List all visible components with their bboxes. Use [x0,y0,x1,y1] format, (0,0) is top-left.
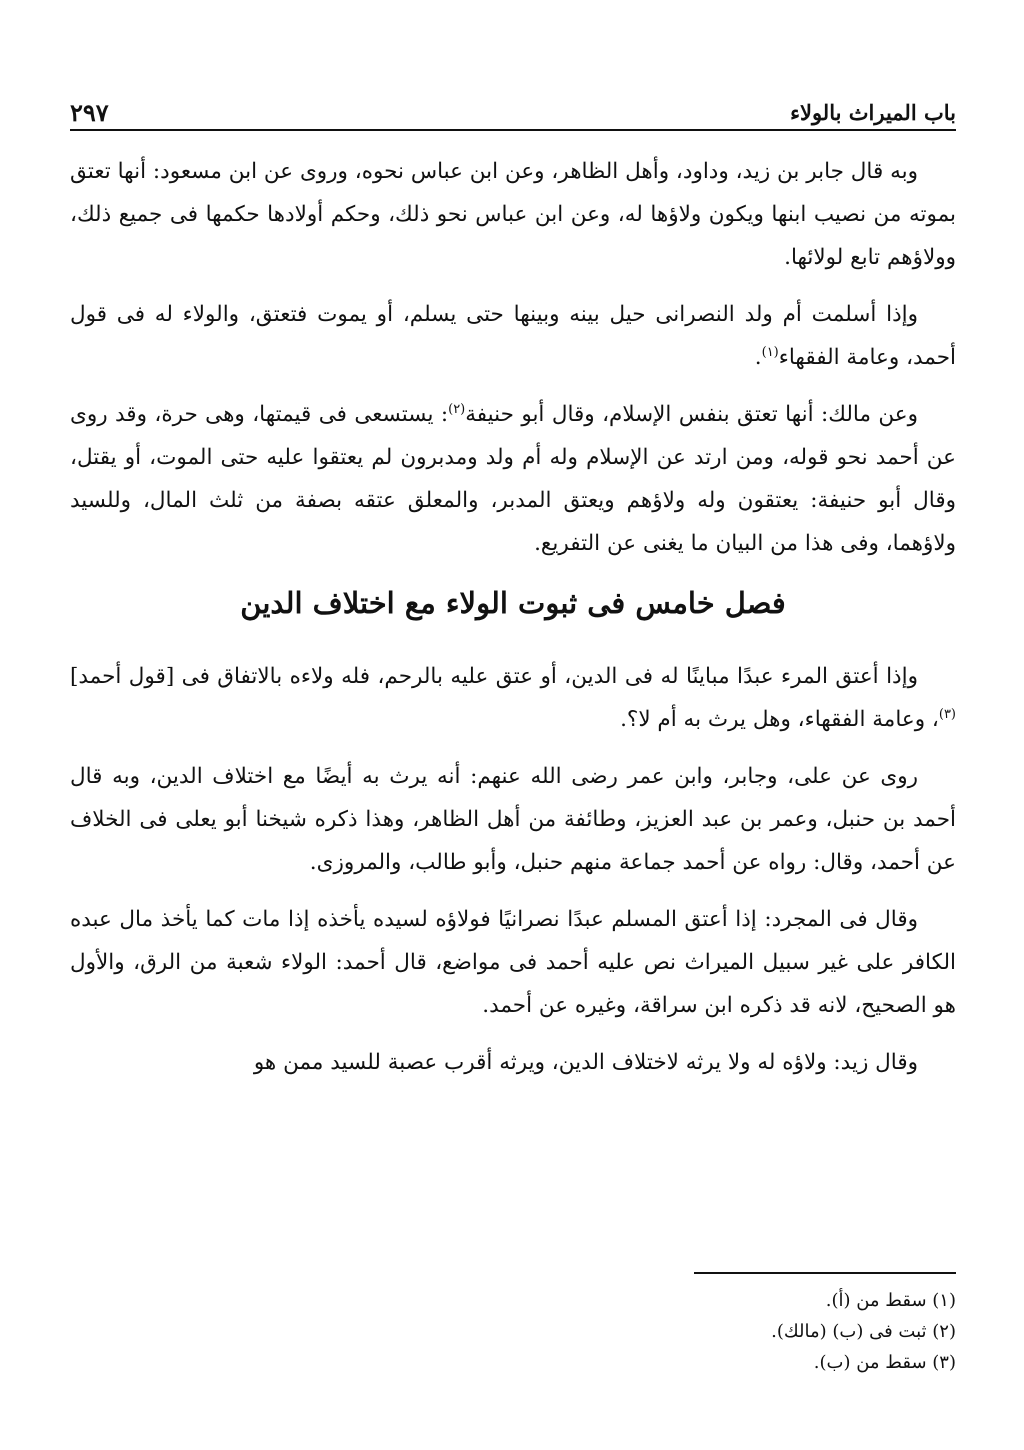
paragraph-6: وقال فى المجرد: إذا أعتق المسلم عبدًا نصرانيًا فولاؤه لسيده يأخذه إذا مات كما يأخذ مال عبده الكافر على غير سبيل الميراث نص عليه أحمد فى مواضع، قال أحمد: الولاء شعبة من الرق، والأول هو الصحيح، لانه قد ذكره ابن سراقة، وغيره عن أحمد. [70,907,956,1018]
paragraph-7: وقال زيد: ولاؤه له ولا يرثه لاختلاف الدين، ويرثه أقرب عصبة للسيد ممن هو [253,1050,918,1075]
paragraph-1: وبه قال جابر بن زيد، وداود، وأهل الظاهر، وعن ابن عباس نحوه، وروى عن ابن مسعود: أنها تعتق بموته من نصيب ابنها ويكون ولاؤها له، وعن ابن عباس نحو ذلك، وحكم أولادها حكمها فى جميع ذلك، وولاؤهم تابع لولائها. [70,159,956,270]
paragraph-2-end: . [754,345,762,370]
section-heading: فصل خامس فى ثبوت الولاء مع اختلاف الدين [240,586,786,620]
paragraph-2-text: وإذا أسلمت أم ولد النصرانى حيل بينه وبينها حتى يسلم، أو يموت فتعتق، والولاء له فى قول أحمد، وعامة الفقهاء [70,302,956,370]
main-text [70,150,956,1098]
paragraph-3-text: وعن مالك: أنها تعتق بنفس الإسلام، وقال أبو حنيفة [465,402,918,427]
paragraph-5: روى عن على، وجابر، وابن عمر رضى الله عنهم: أنه يرث به أيضًا مع اختلاف الدين، وبه قال أحمد بن حنبل، وعمر بن عبد العزيز، وطائفة من أهل الظاهر، وهذا ذكره شيخنا أبو يعلى فى الخلاف عن أحمد، وقال: رواه عن أحمد جماعة منهم حنبل، وأبو طالب، والمروزى. [70,764,956,875]
paragraph-3 [70,393,956,565]
footnote-ref-2: (٢) [448,401,466,417]
running-head: باب الميراث بالولاء [790,100,956,125]
footnote-2: (٢) ثبت فى (ب) (مالك). [771,1321,956,1342]
footnote-divider [694,1272,956,1274]
footnote-1: (١) سقط من (أ). [825,1290,956,1311]
footnotes [600,1285,956,1378]
footnote-ref-3: (٣) [938,706,956,722]
footnote-3: (٣) سقط من (ب). [813,1352,956,1373]
footnote-ref-1: (١) [761,344,779,360]
paragraph-3-end: : يستسعى فى قيمتها، وهى حرة، وقد روى عن أحمد نحو قوله، ومن ارتد عن الإسلام وله أم ولد ومدبرون لم يعتقوا عليه حتى الموت، أو يقتل، وقال أبو حنيفة: يعتقون وله ولاؤهم ويعتق المدبر، والمعلق عتقه بصفة من ثلث المال، وللسيد ولاؤهما، وفى هذا من البيان ما يغنى عن التفريع. [70,402,957,556]
page-header [70,95,956,131]
page-number: ٢٩٧ [70,98,109,127]
paragraph-2 [70,293,956,379]
paragraph-4-end: ، وعامة الفقهاء، وهل يرث به أم لا؟. [620,707,939,732]
paragraph-4-text: وإذا أعتق المرء عبدًا مباينًا له فى الدين، أو عتق عليه بالرحم، فله ولاءه بالاتفاق فى [قول أحمد] [70,664,918,689]
paragraph-4 [70,655,956,741]
